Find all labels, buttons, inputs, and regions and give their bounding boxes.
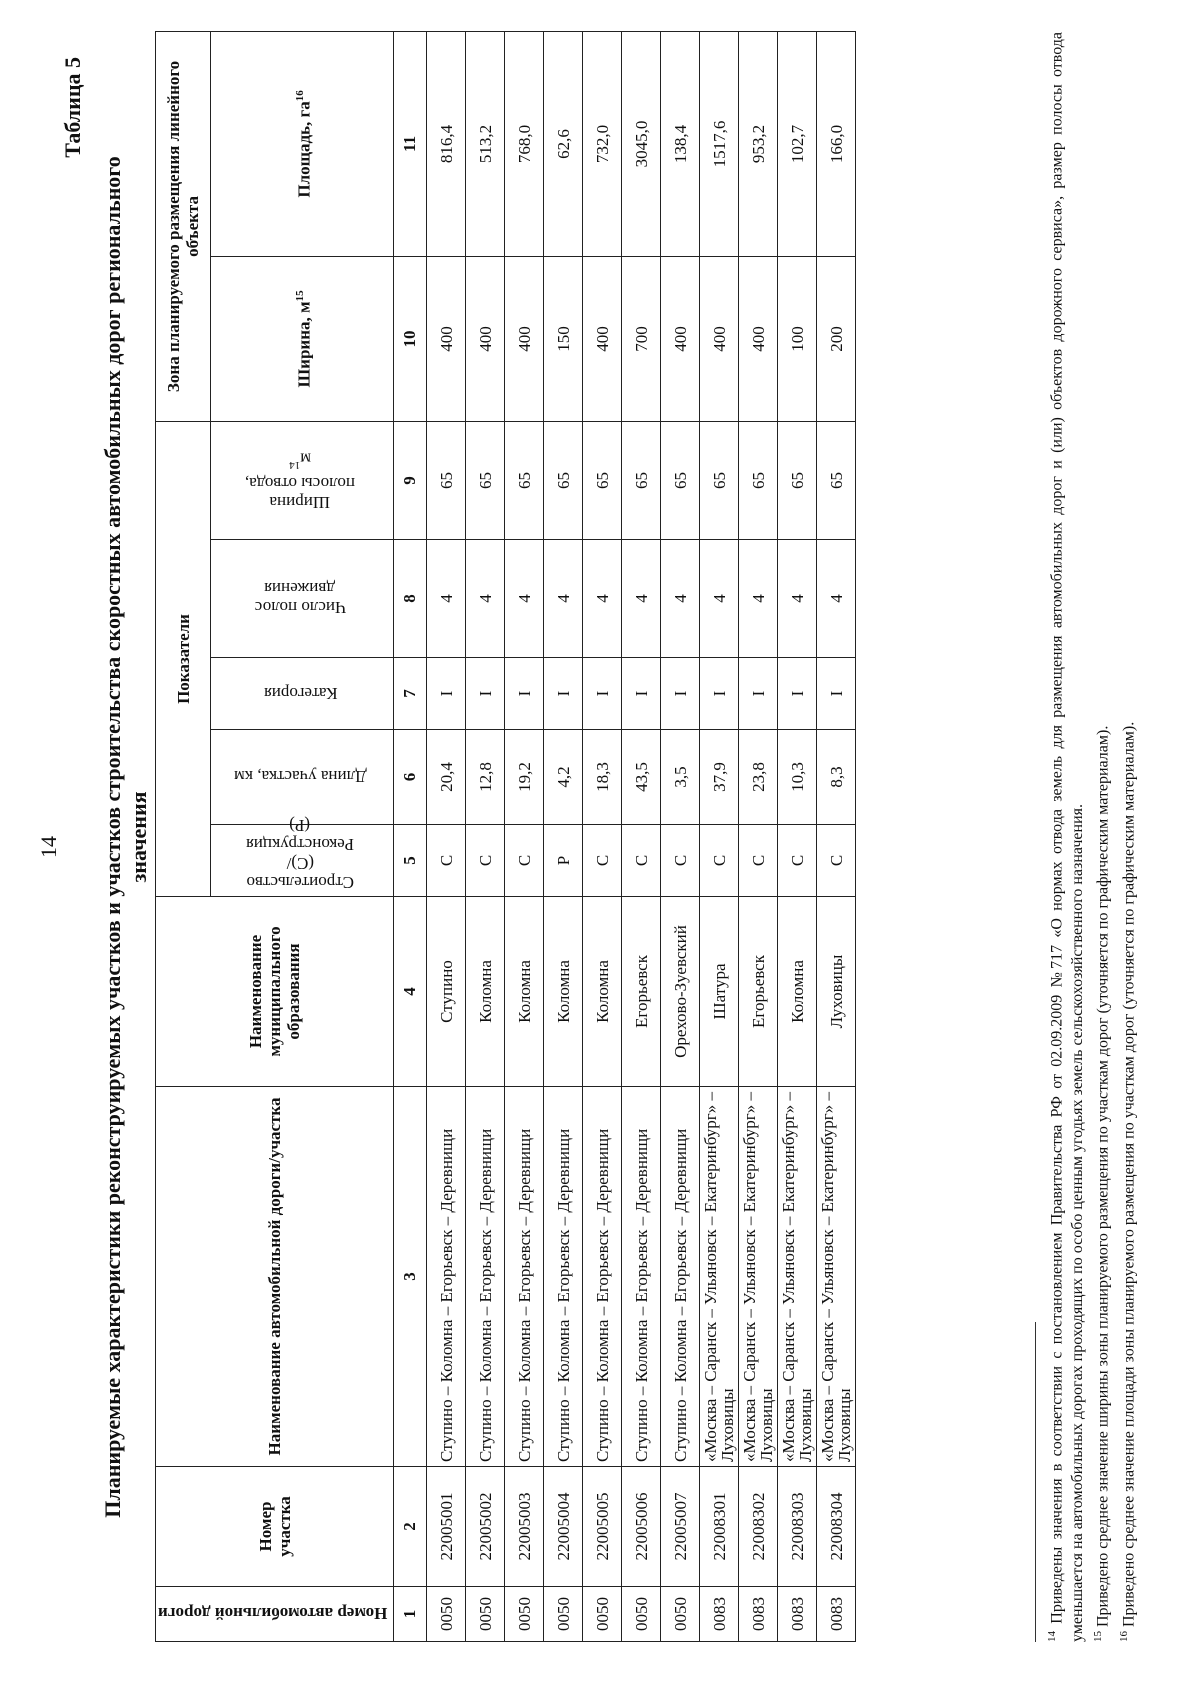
table-container [155, 32, 856, 1642]
cell-construction: С [817, 825, 856, 897]
cell-section-number: 22005007 [661, 1467, 700, 1587]
header-road-number: Номер автомобильной дороги [156, 1587, 394, 1642]
cell-road-number: 0050 [622, 1587, 661, 1642]
cell-road-name: Ступино – Коломна – Егорьевск – Деревнищи [583, 1087, 622, 1467]
cell-row-width: 65 [622, 421, 661, 539]
cell-lanes: 4 [661, 540, 700, 658]
cell-road-number: 0083 [700, 1587, 739, 1642]
cell-road-name: Ступино – Коломна – Егорьевск – Деревнищи [622, 1087, 661, 1467]
cell-section-number: 22005002 [466, 1467, 505, 1587]
cell-road-name: Ступино – Коломна – Егорьевск – Деревнищи [661, 1087, 700, 1467]
cell-lanes: 4 [778, 540, 817, 658]
cell-category: I [427, 658, 466, 730]
cell-construction: Р [544, 825, 583, 897]
cell-zone-width: 150 [544, 256, 583, 421]
cell-length: 23,8 [739, 730, 778, 825]
column-number: 4 [394, 897, 427, 1087]
cell-section-number: 22005003 [505, 1467, 544, 1587]
cell-row-width: 65 [427, 421, 466, 539]
cell-lanes: 4 [505, 540, 544, 658]
cell-zone-width: 400 [700, 256, 739, 421]
footnotes [1035, 32, 1139, 1642]
footnote-divider [1035, 1322, 1036, 1642]
cell-section-number: 22008301 [700, 1467, 739, 1587]
column-number: 8 [394, 540, 427, 658]
header-section-number: Номер участка [156, 1467, 394, 1587]
cell-lanes: 4 [700, 540, 739, 658]
column-number: 3 [394, 1087, 427, 1467]
cell-row-width: 65 [544, 421, 583, 539]
table-row [544, 31, 583, 1641]
column-number: 2 [394, 1467, 427, 1587]
cell-row-width: 65 [778, 421, 817, 539]
cell-length: 4,2 [544, 730, 583, 825]
cell-road-number: 0050 [583, 1587, 622, 1642]
header-length: Длина участка, км [211, 730, 394, 825]
column-number: 7 [394, 658, 427, 730]
cell-zone-area: 732,0 [583, 31, 622, 256]
cell-lanes: 4 [466, 540, 505, 658]
header-row-width: Ширина полосы отвода, $м^{14}$ [211, 421, 394, 539]
column-number: 1 [394, 1587, 427, 1642]
cell-road-name: Ступино – Коломна – Егорьевск – Деревнищи [427, 1087, 466, 1467]
cell-zone-area: 62,6 [544, 31, 583, 256]
table-row [739, 31, 778, 1641]
table-row [505, 31, 544, 1641]
cell-zone-area: 3045,0 [622, 31, 661, 256]
table-row [427, 31, 466, 1641]
cell-road-number: 0050 [505, 1587, 544, 1642]
cell-category: I [505, 658, 544, 730]
cell-category: I [817, 658, 856, 730]
cell-lanes: 4 [817, 540, 856, 658]
cell-municipality: Коломна [466, 897, 505, 1087]
cell-lanes: 4 [544, 540, 583, 658]
cell-road-number: 0050 [466, 1587, 505, 1642]
column-number-row [394, 31, 427, 1641]
cell-lanes: 4 [622, 540, 661, 658]
footnote: $^{16}$ Приведено среднее значение площади зоны планируемого размещения по участкам дорог (уточняется по графическим материалам). [1117, 721, 1137, 1642]
cell-row-width: 65 [700, 421, 739, 539]
footnote: $^{14}$ Приведены значения в соответствии с постановлением Правительства РФ от 02.09.2009 №717 «О нормах отвода земель для размещения автомобильных дорог и (или) объектов дорожного сервиса», размер полосы отвода уменьшается на автомобильных дорогах проходящих по особо ценным угодьях земель сельскохозяйственного назначения. [1046, 31, 1087, 1642]
cell-length: 3,5 [661, 730, 700, 825]
cell-zone-width: 400 [583, 256, 622, 421]
cell-road-number: 0083 [817, 1587, 856, 1642]
cell-section-number: 22008303 [778, 1467, 817, 1587]
cell-zone-width: 400 [427, 256, 466, 421]
cell-row-width: 65 [466, 421, 505, 539]
cell-section-number: 22008302 [739, 1467, 778, 1587]
cell-construction: С [622, 825, 661, 897]
cell-zone-width: 400 [661, 256, 700, 421]
cell-road-number: 0050 [661, 1587, 700, 1642]
cell-zone-area: 768,0 [505, 31, 544, 256]
header-category: Категория [211, 658, 394, 730]
cell-lanes: 4 [583, 540, 622, 658]
cell-municipality: Луховицы [817, 897, 856, 1087]
header-zone-width: Ширина, $м^{15}$ [211, 256, 394, 421]
cell-construction: С [583, 825, 622, 897]
cell-construction: С [739, 825, 778, 897]
cell-length: 18,3 [583, 730, 622, 825]
cell-zone-width: 200 [817, 256, 856, 421]
table-row [817, 31, 856, 1641]
cell-zone-area: 953,2 [739, 31, 778, 256]
cell-zone-area: 138,4 [661, 31, 700, 256]
cell-municipality: Орехово-Зуевский [661, 897, 700, 1087]
cell-road-name: «Москва – Саранск – Ульяновск – Екатеринбург» – Луховицы [739, 1087, 778, 1467]
cell-municipality: Ступино [427, 897, 466, 1087]
column-number: 10 [394, 256, 427, 421]
cell-construction: С [427, 825, 466, 897]
page-number: 14 [36, 836, 61, 858]
table-label: Таблица 5 [60, 57, 85, 158]
cell-zone-width: 400 [466, 256, 505, 421]
cell-zone-width: 100 [778, 256, 817, 421]
cell-zone-width: 400 [739, 256, 778, 421]
cell-zone-width: 700 [622, 256, 661, 421]
cell-row-width: 65 [583, 421, 622, 539]
cell-zone-area: 166,0 [817, 31, 856, 256]
cell-category: I [544, 658, 583, 730]
cell-municipality: Егорьевск [739, 897, 778, 1087]
cell-municipality: Коломна [544, 897, 583, 1087]
cell-length: 12,8 [466, 730, 505, 825]
cell-section-number: 22005005 [583, 1467, 622, 1587]
cell-lanes: 4 [427, 540, 466, 658]
table-body [427, 31, 856, 1641]
column-number: 6 [394, 730, 427, 825]
header-zone: Зона планируемого размещения линейного объекта [156, 31, 211, 421]
cell-construction: С [778, 825, 817, 897]
header-road-name: Наименование автомобильной дороги/участка [156, 1087, 394, 1467]
table-row [700, 31, 739, 1641]
cell-length: 8,3 [817, 730, 856, 825]
cell-length: 19,2 [505, 730, 544, 825]
cell-category: I [622, 658, 661, 730]
cell-road-name: Ступино – Коломна – Егорьевск – Деревнищи [544, 1087, 583, 1467]
cell-municipality: Коломна [778, 897, 817, 1087]
cell-municipality: Коломна [583, 897, 622, 1087]
cell-row-width: 65 [661, 421, 700, 539]
cell-municipality: Шатура [700, 897, 739, 1087]
cell-lanes: 4 [739, 540, 778, 658]
table-title: Планируемые характеристики реконструируемых участков и участков строительства скоростных автомобильных дорог регионального значения [100, 156, 151, 1518]
column-number: 11 [394, 31, 427, 256]
column-number: 5 [394, 825, 427, 897]
cell-section-number: 22008304 [817, 1467, 856, 1587]
header-construction: Строительство (С)/ Реконструкция (Р) [211, 825, 394, 897]
header-lanes: Число полос движения [211, 540, 394, 658]
cell-road-number: 0083 [739, 1587, 778, 1642]
cell-road-number: 0050 [544, 1587, 583, 1642]
cell-zone-area: 1517,6 [700, 31, 739, 256]
cell-municipality: Коломна [505, 897, 544, 1087]
column-number: 9 [394, 421, 427, 539]
cell-road-name: Ступино – Коломна – Егорьевск – Деревнищи [466, 1087, 505, 1467]
cell-row-width: 65 [505, 421, 544, 539]
cell-length: 20,4 [427, 730, 466, 825]
cell-length: 10,3 [778, 730, 817, 825]
table-row [661, 31, 700, 1641]
cell-construction: С [700, 825, 739, 897]
table-row [466, 31, 505, 1641]
cell-row-width: 65 [739, 421, 778, 539]
cell-zone-area: 102,7 [778, 31, 817, 256]
cell-category: I [466, 658, 505, 730]
cell-category: I [583, 658, 622, 730]
cell-zone-area: 816,4 [427, 31, 466, 256]
header-municipality: Наименование муниципального образования [156, 897, 394, 1087]
header-indicators: Показатели [156, 421, 211, 896]
road-characteristics-table [155, 31, 856, 1642]
cell-category: I [661, 658, 700, 730]
table-row [778, 31, 817, 1641]
cell-municipality: Егорьевск [622, 897, 661, 1087]
table-row [583, 31, 622, 1641]
cell-construction: С [505, 825, 544, 897]
cell-row-width: 65 [817, 421, 856, 539]
cell-section-number: 22005004 [544, 1467, 583, 1587]
cell-road-name: Ступино – Коломна – Егорьевск – Деревнищи [505, 1087, 544, 1467]
cell-construction: С [466, 825, 505, 897]
cell-road-number: 0050 [427, 1587, 466, 1642]
cell-road-number: 0083 [778, 1587, 817, 1642]
cell-road-name: «Москва – Саранск – Ульяновск – Екатеринбург» – Луховицы [700, 1087, 739, 1467]
cell-category: I [778, 658, 817, 730]
cell-road-name: «Москва – Саранск – Ульяновск – Екатеринбург» – Луховицы [817, 1087, 856, 1467]
cell-category: I [739, 658, 778, 730]
cell-category: I [700, 658, 739, 730]
header-zone-area: Площадь, $га^{16}$ [211, 31, 394, 256]
cell-construction: С [661, 825, 700, 897]
cell-zone-width: 400 [505, 256, 544, 421]
table-row [622, 31, 661, 1641]
cell-length: 37,9 [700, 730, 739, 825]
cell-section-number: 22005001 [427, 1467, 466, 1587]
cell-section-number: 22005006 [622, 1467, 661, 1587]
footnote: $^{15}$ Приведено среднее значение ширины зоны планируемого размещения по участкам дорог (уточняется по графическим материалам). [1092, 725, 1112, 1642]
cell-zone-area: 513,2 [466, 31, 505, 256]
cell-road-name: «Москва – Саранск – Ульяновск – Екатеринбург» – Луховицы [778, 1087, 817, 1467]
cell-length: 43,5 [622, 730, 661, 825]
